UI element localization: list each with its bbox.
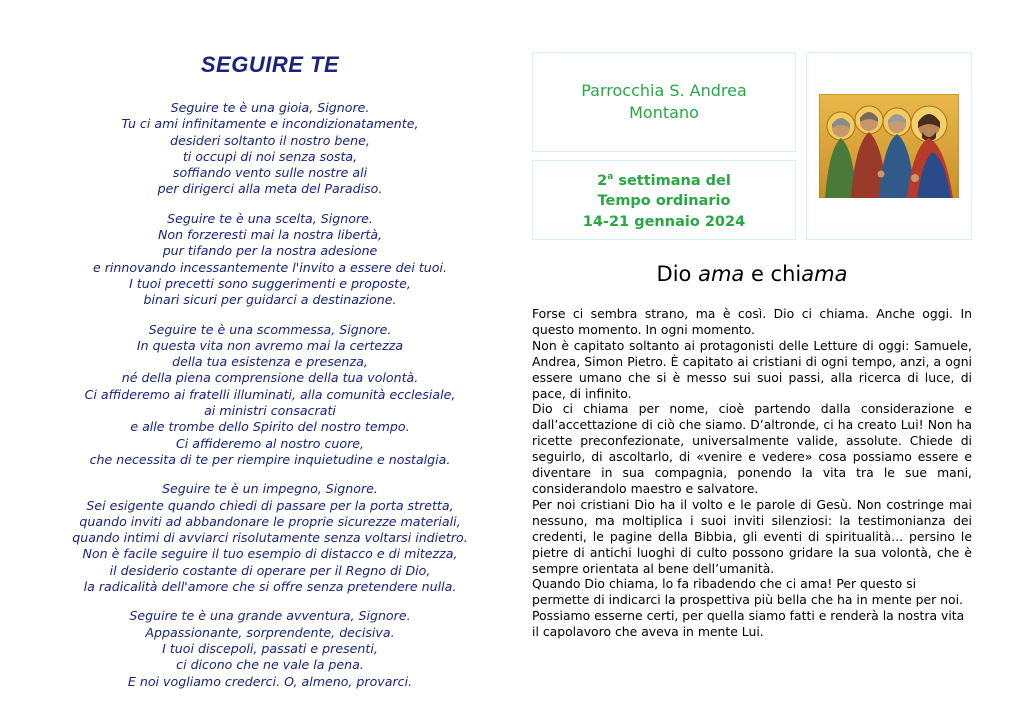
poem-line: binari sicuri per guidarci a destinazione. <box>143 292 397 308</box>
poem-line: e rinnovando incessantemente l'invito a essere dei tuoi. <box>93 259 447 275</box>
poem-line: Tu ci ami infinitamente e incondizionatamente, <box>121 116 419 132</box>
poem-line: e alle trombe dello Spirito del nostro tempo. <box>130 419 410 435</box>
poem-line: Ci affideremo ai fratelli illuminati, alla comunità ecclesiale, <box>84 386 456 402</box>
poem-line: soffiando vento sulle nostre ali <box>172 165 368 181</box>
article-title-part: Dio <box>656 262 699 286</box>
poem-stanza <box>50 322 490 469</box>
poem-line: Sei esigente quando chiedi di passare per la porta stretta, <box>86 497 454 513</box>
poem-stanza <box>50 100 490 198</box>
poem-stanza <box>50 211 490 309</box>
parish-name-line1: Parrocchia S. Andrea <box>581 81 747 100</box>
article-title-emphasis: ama <box>801 262 848 286</box>
week-line2: Tempo ordinario <box>597 193 731 210</box>
poem-line: la radicalità dell'amore che si offre senza pretendere nulla. <box>83 579 457 595</box>
poem-line: quando inviti ad abbandonare le proprie sicurezze materiali, <box>79 513 461 529</box>
parish-header-box <box>532 52 796 152</box>
week-info <box>583 167 745 234</box>
poem-line: Non è facile seguire il tuo esempio di distacco e di mitezza, <box>82 546 458 562</box>
poem-line: che necessita di te per riempire inquietudine e nostalgia. <box>89 451 451 467</box>
poem-line: In questa vita non avremo mai la certezza <box>136 337 404 353</box>
poem-stanza <box>50 608 490 689</box>
poem-line: ci dicono che ne vale la pena. <box>176 657 364 673</box>
poem-line: Seguire te è una scommessa, Signore. <box>148 321 392 337</box>
article-paragraph: Dio ci chiama per nome, cioè partendo dalla considerazione e dall’accettazione di ciò che siamo. D’altronde, ci ha creato Lui! Non ha ricette preconfezionate, universalmente valide, assolute. Chiede di seguirlo, di ascoltarlo, di «venire e vedere» cosa possiamo essere e diventare in sua compagnia, ponendo la vita tra le sue mani, considerandolo maestro e salvatore. <box>532 401 972 496</box>
article-title <box>532 262 972 286</box>
poem-line: per dirigerci alla meta del Paradiso. <box>157 181 383 197</box>
poem-line: E noi vogliamo crederci. O, almeno, provarci. <box>127 673 413 689</box>
article-paragraph: Non è capitato soltanto ai protagonisti delle Letture di oggi: Samuele, Andrea, Simon Pietro. È capitato ai cristiani di ogni tempo, anzi, a ogni essere umano che si è messo sui suoi passi, alla ricerca di luce, di pace, di infinito. <box>532 337 972 401</box>
poem-line: Appassionante, sorprendente, decisiva. <box>145 624 395 640</box>
parish-name <box>581 80 747 124</box>
poem-line: Seguire te è una gioia, Signore. <box>170 100 370 115</box>
poem-column <box>50 52 490 703</box>
article-paragraph: Per noi cristiani Dio ha il volto e le parole di Gesù. Non costringe mai nessuno, ma moltiplica i suoi inviti silenziosi: la testimonianza dei credenti, le pagine della Bibbia, gli eventi di spiritualità... persino le pietre di antichi luoghi di culto possono gridare la sua volontà, che è sempre orientata al bene dell’umanità. <box>532 496 972 576</box>
week-line1 <box>583 167 745 192</box>
poem-line: ti occupi di noi senza sosta, <box>182 148 358 164</box>
article-paragraph: Quando Dio chiama, lo fa ribadendo che ci ama! Per questo si permette di indicarci la prospettiva più bella che ha in mente per noi. Possiamo esserne certi, per quella siamo fatti e renderà la nostra vita il capolavoro che aveva in mente Lui. <box>532 576 965 640</box>
week-ordinal-suffix: a <box>607 171 614 182</box>
apostles-icon-image <box>819 94 959 198</box>
poem-line: Seguire te è una scelta, Signore. <box>167 210 373 226</box>
poem-line: Seguire te è una grande avventura, Signore. <box>129 608 411 624</box>
poem-line: I tuoi precetti sono suggerimenti e proposte, <box>129 275 411 291</box>
poem-stanza <box>50 481 490 595</box>
poem-line: Seguire te è un impegno, Signore. <box>162 481 378 497</box>
poem-line: desideri soltanto il nostro bene, <box>170 132 370 148</box>
article-title-part: e chi <box>744 262 802 286</box>
poem-line: Non forzeresti mai la nostra libertà, <box>157 227 383 243</box>
poem-line: della tua esistenza e presenza, <box>172 354 368 370</box>
icon-image-box <box>806 52 972 240</box>
article-body <box>532 306 972 640</box>
poem-line: I tuoi discepoli, passati e presenti, <box>162 640 378 656</box>
week-info-box <box>532 160 796 240</box>
week-line1-rest: settimana del <box>613 172 731 189</box>
poem-line: il desiderio costante di operare per il Regno di Dio, <box>109 562 431 578</box>
poem-line: quando intimi di avviarci risolutamente senza voltarsi indietro. <box>72 530 468 546</box>
poem-line: Ci affideremo al nostro cuore, <box>175 435 365 451</box>
week-ordinal: 2 <box>597 172 608 189</box>
poem-line: né della piena comprensione della tua volontà. <box>121 370 419 386</box>
article-paragraph: Forse ci sembra strano, ma è così. Dio ci chiama. Anche oggi. In questo momento. In ogni momento. <box>532 306 972 337</box>
poem-title: SEGUIRE TE <box>200 52 340 77</box>
poem-line: pur tifando per la nostra adesione <box>162 243 378 259</box>
parish-name-line2: Montano <box>629 103 699 122</box>
poem-line: ai ministri consacrati <box>204 403 336 419</box>
article-title-emphasis: ama <box>698 262 745 286</box>
week-dates: 14-21 gennaio 2024 <box>582 214 746 231</box>
